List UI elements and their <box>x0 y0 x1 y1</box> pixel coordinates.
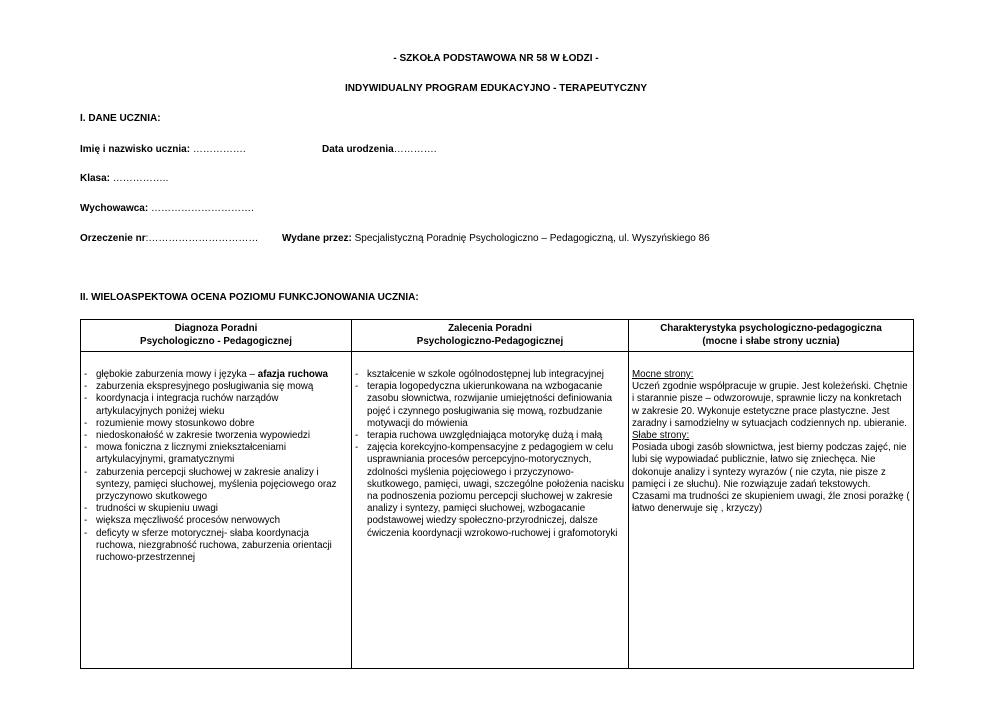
list-item: - większa męczliwość procesów nerwowych <box>84 515 281 527</box>
section-1-title: I. DANE UCZNIA: <box>80 113 161 124</box>
table-header-row <box>81 320 914 352</box>
header-characteristics-line2: (mocne i słabe strony ucznia) <box>702 335 840 347</box>
weaknesses-label: Słabe strony: <box>632 430 690 442</box>
diagnosis-text: mowa foniczna z licznymi zniekształceniami artykulacyjnymi, gramatycznymi <box>96 442 287 466</box>
recommendations-cell <box>352 352 629 669</box>
section-2-title: II. WIELOASPEKTOWA OCENA POZIOMU FUNKCJONOWANIA UCZNIA: <box>80 292 419 303</box>
diagnosis-list <box>84 369 348 564</box>
header-diagnosis-line2: Psychologiczno - Pedagogicznej <box>140 335 292 347</box>
ruling-field <box>80 233 258 244</box>
strengths-label: Mocne strony: <box>632 369 694 380</box>
birth-date-value: …………. <box>393 144 437 155</box>
ruling-label: Orzeczenie nr <box>80 233 146 244</box>
header-diagnosis <box>81 320 352 352</box>
characteristics-cell <box>629 352 914 669</box>
student-name-label: Imię i nazwisko ucznia: <box>80 144 191 155</box>
list-item: - terapia logopedyczna ukierunkowana na wzbogacanie zasobu słownictwa, rozwijanie umiejętności definiowania pojęć i czynnego posługiwania się mową, rozbudzanie motywacji do mówienia <box>355 381 613 429</box>
assessment-table <box>80 319 914 669</box>
list-item: - koordynacja i integracja ruchów narządów artykulacyjnych poniżej wieku <box>84 393 279 417</box>
header-characteristics-line1: Charakterystyka psychologiczno-pedagogiczna <box>660 323 882 335</box>
class-value: …………….. <box>112 173 169 184</box>
header-diagnosis-line1: Diagnoza Poradni <box>174 323 258 335</box>
list-item: - zaburzenia percepcji słuchowej w zakresie analizy i syntezy, pamięci słuchowej, myślenia pojęciowego oraz przyczynowo skutkowego <box>84 466 337 503</box>
recommendation-text: terapia logopedyczna ukierunkowana na wzbogacanie zasobu słownictwa, rozwijanie umiejętności definiowania pojęć i czynnego posługiwania się mową, rozbudzanie motywacji do mówienia <box>367 381 613 429</box>
header-recommendations-line1: Zalecenia Poradni <box>448 323 532 335</box>
list-item: - kształcenie w szkole ogólnodostępnej lub integracyjnej <box>355 369 604 380</box>
list-item: - głębokie zaburzenia mowy i języka – afazja ruchowa <box>84 369 328 380</box>
class-label: Klasa: <box>80 173 111 184</box>
list-item: - deficyty w sferze motorycznej- słaba koordynacja ruchowa, niezgrabność ruchowa, zaburzenia orientacji ruchowo-przestrzennej <box>84 527 332 564</box>
tutor-label: Wychowawca: <box>80 203 149 214</box>
diagnosis-text: koordynacja i integracja ruchów narządów artykulacyjnych poniżej wieku <box>96 393 279 417</box>
issued-by-label: Wydane przez: <box>282 233 352 244</box>
ruling-value: :…………………………… <box>145 233 259 244</box>
header-recommendations <box>352 320 629 352</box>
diagnosis-text: większa męczliwość procesów nerwowych <box>96 515 281 527</box>
weaknesses-text: Posiada ubogi zasób słownictwa, jest bierny podczas zajęć, nie lubi się wypowiadać publicznie, łatwo się zniechęca. Nie dokonuje analizy i syntezy wyrazów ( nie czyta, nie pisze z pamięci i ze słuchu). Nie rozwiązuje zadań tekstowych. Czasami ma trudności ze skupieniem uwagi, źle znosi porażkę ( łatwo denerwuje się , krzyczy) <box>632 442 910 515</box>
recommendation-text: zajęcia korekcyjno-kompensacyjne z pedagogiem w celu usprawniania procesów percepcyjno-motorycznych, zdolności myślenia pojęciowego i przyczynowo-skutkowego, pamięci, uwagi, szczególne położenia nacisku na podnoszenia poziomu percepcji słuchowej w zakresie analizy i syntezy, pamięci słuchowej, wzbogacanie podstawowej wiedzy społeczno-przyrodniczej, dalsze ćwiczenia koordynacji wzrokowo-ruchowej i grafomotoryki <box>367 442 625 539</box>
list-item: - zajęcia korekcyjno-kompensacyjne z pedagogiem w celu usprawniania procesów percepcyjno-motorycznych, zdolności myślenia pojęciowego i przyczynowo-skutkowego, pamięci, uwagi, szczególne położenia nacisku na podnoszenia poziomu percepcji słuchowej w zakresie analizy i syntezy, pamięci słuchowej, wzbogacanie podstawowej wiedzy społeczno-przyrodniczej, dalsze ćwiczenia koordynacji wzrokowo-ruchowej i grafomotoryki <box>355 442 625 539</box>
header-characteristics <box>629 320 914 352</box>
diagnosis-text: niedoskonałość w zakresie tworzenia wypowiedzi <box>96 430 311 442</box>
diagnosis-text: deficyty w sferze motorycznej- słaba koordynacja ruchowa, niezgrabność ruchowa, zaburzenia orientacji ruchowo-przestrzennej <box>96 527 332 564</box>
diagnosis-text: rozumienie mowy stosunkowo dobre <box>96 417 255 429</box>
strengths-text: Uczeń zgodnie współpracuje w grupie. Jest koleżeński. Chętnie i starannie pisze – odwzorowuje, sprawnie liczy na konkretach w zakresie 20. Wykonuje estetyczne prace plastyczne. Jest zaradny i samodzielny w sytuacjach codziennych np. ubieranie. <box>632 381 908 429</box>
list-item: - mowa foniczna z licznymi zniekształceniami artykulacyjnymi, gramatycznymi <box>84 442 287 466</box>
list-item: - niedoskonałość w zakresie tworzenia wypowiedzi <box>84 430 311 442</box>
program-title: INDYWIDUALNY PROGRAM EDUKACYJNO - TERAPEUTYCZNY <box>344 83 648 94</box>
student-name-value: ……………. <box>192 144 246 155</box>
class-field <box>80 173 168 184</box>
list-item: - terapia ruchowa uwzględniająca motorykę dużą i małą <box>355 430 603 442</box>
diagnosis-bold-text: afazja ruchowa <box>257 369 328 380</box>
birth-date-label: Data urodzenia <box>322 144 394 155</box>
diagnosis-text: trudności w skupieniu uwagi <box>96 503 218 515</box>
diagnosis-text: zaburzenia percepcji słuchowej w zakresie analizy i syntezy, pamięci słuchowej, myślenia pojęciowego oraz przyczynowo skutkowego <box>96 466 337 503</box>
tutor-value: …………………………. <box>150 203 254 214</box>
school-header: - SZKOŁA PODSTAWOWA NR 58 W ŁODZI - <box>393 53 599 64</box>
recommendation-text: terapia ruchowa uwzględniająca motorykę dużą i małą <box>367 430 603 442</box>
list-item: - rozumienie mowy stosunkowo dobre <box>84 417 255 429</box>
student-name-field <box>80 144 246 155</box>
issued-by-value: Specjalistyczną Poradnię Psychologiczno – Pedagogiczną, ul. Wyszyńskiego 86 <box>354 233 710 244</box>
diagnosis-text: zaburzenia ekspresyjnego posługiwania się mową <box>96 381 314 393</box>
list-item: - trudności w skupieniu uwagi <box>84 503 218 515</box>
list-item: - zaburzenia ekspresyjnego posługiwania się mową <box>84 381 314 393</box>
issued-by-field <box>282 233 710 244</box>
recommendations-list <box>355 369 625 540</box>
diagnosis-text: głębokie zaburzenia mowy i języka – <box>96 369 256 380</box>
recommendation-text: kształcenie w szkole ogólnodostępnej lub integracyjnej <box>367 369 604 380</box>
table-content-row <box>81 352 914 669</box>
header-recommendations-line2: Psychologiczno-Pedagogicznej <box>416 335 564 347</box>
tutor-field <box>80 203 254 214</box>
birth-date-field <box>322 144 436 155</box>
diagnosis-cell <box>81 352 352 669</box>
